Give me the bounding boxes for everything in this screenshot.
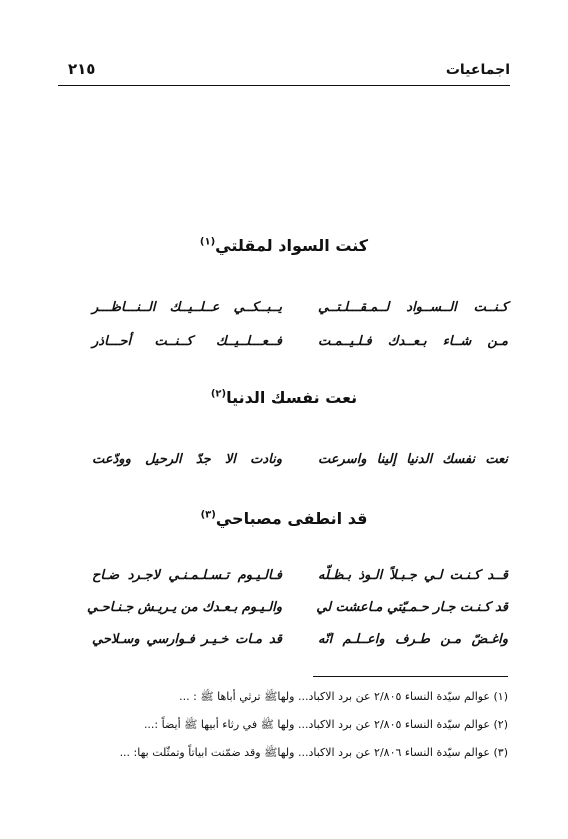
- verse-hemistich-right: واغـضّ مـن طـرف واعــلـم انّه: [318, 632, 508, 647]
- footnote-3: (٣) عوالم سيّدة النساء ٢/٨٠٦ عن برد الاكباد... ولهاﷺ وقد ضمّنت ابياتاً وتمثّلت بها: ...: [119, 746, 508, 759]
- verse-hemistich-right: نعت نفسك الدنيا إلينا واسرعت: [318, 452, 508, 467]
- footnote-2: (٢) عوالم سيّدة النساء ٢/٨٠٥ عن برد الاكباد... ولها ﷺ في رثاء أبيها ﷺ أيضاً :...: [143, 718, 508, 731]
- verse-hemistich-left: قد مـات خـيـر فـوارسي وسـلاحي: [92, 632, 282, 647]
- section-title-text: كنت السواد لمقلتي: [215, 236, 369, 255]
- verse-hemistich-right: مـن شــاء بـعــدك فـلـيــمـت: [318, 334, 508, 349]
- verse-hemistich-left: فـالـيـوم تـسـلـمـنـي لاجـرد ضـاح: [92, 568, 282, 583]
- section-title-3: [58, 509, 510, 528]
- verse-hemistich-right: قــد كـنـت لـي جـبـلاً الـوذ بـظـلّه: [318, 568, 508, 583]
- chapter-title: اجماعيات: [445, 62, 510, 78]
- page-number: ٢١٥: [68, 60, 96, 78]
- section-title-text: قد انطفى مصباحي: [215, 509, 368, 528]
- footnote-ref: (٢): [210, 388, 227, 400]
- section-title-1: [58, 236, 510, 255]
- section-title-2: [58, 388, 510, 407]
- verse-hemistich-right: كـنــت الــســواد لــمـقـــلـتــي: [318, 300, 508, 315]
- verse-hemistich-left: ونادت الا جدّ الرحيل وودّعت: [92, 452, 282, 467]
- verse-hemistich-left: فــعـــلــيــك كــنــت أحـــاذر: [92, 334, 282, 349]
- verse-hemistich-right: قد كـنـت جـار حـمـيّتي مـاعشت لي: [316, 600, 508, 615]
- verse-hemistich-left: والـيـوم بـعـدك من يـريـش جـنـاحـي: [87, 600, 282, 615]
- verse-hemistich-left: يــبــكــي عــلــيــك الــنـــاظـــر: [92, 300, 282, 315]
- footnote-ref: (١): [199, 236, 216, 248]
- section-title-text: نعت نفسك الدنيا: [226, 388, 358, 407]
- footnote-1: (١) عوالم سيّدة النساء ٢/٨٠٥ عن برد الاكباد... ولهاﷺ ترثي أباها ﷺ : ...: [179, 690, 508, 703]
- footnote-divider: [313, 676, 508, 677]
- footnote-ref: (٣): [200, 509, 216, 521]
- header-divider: [58, 85, 510, 86]
